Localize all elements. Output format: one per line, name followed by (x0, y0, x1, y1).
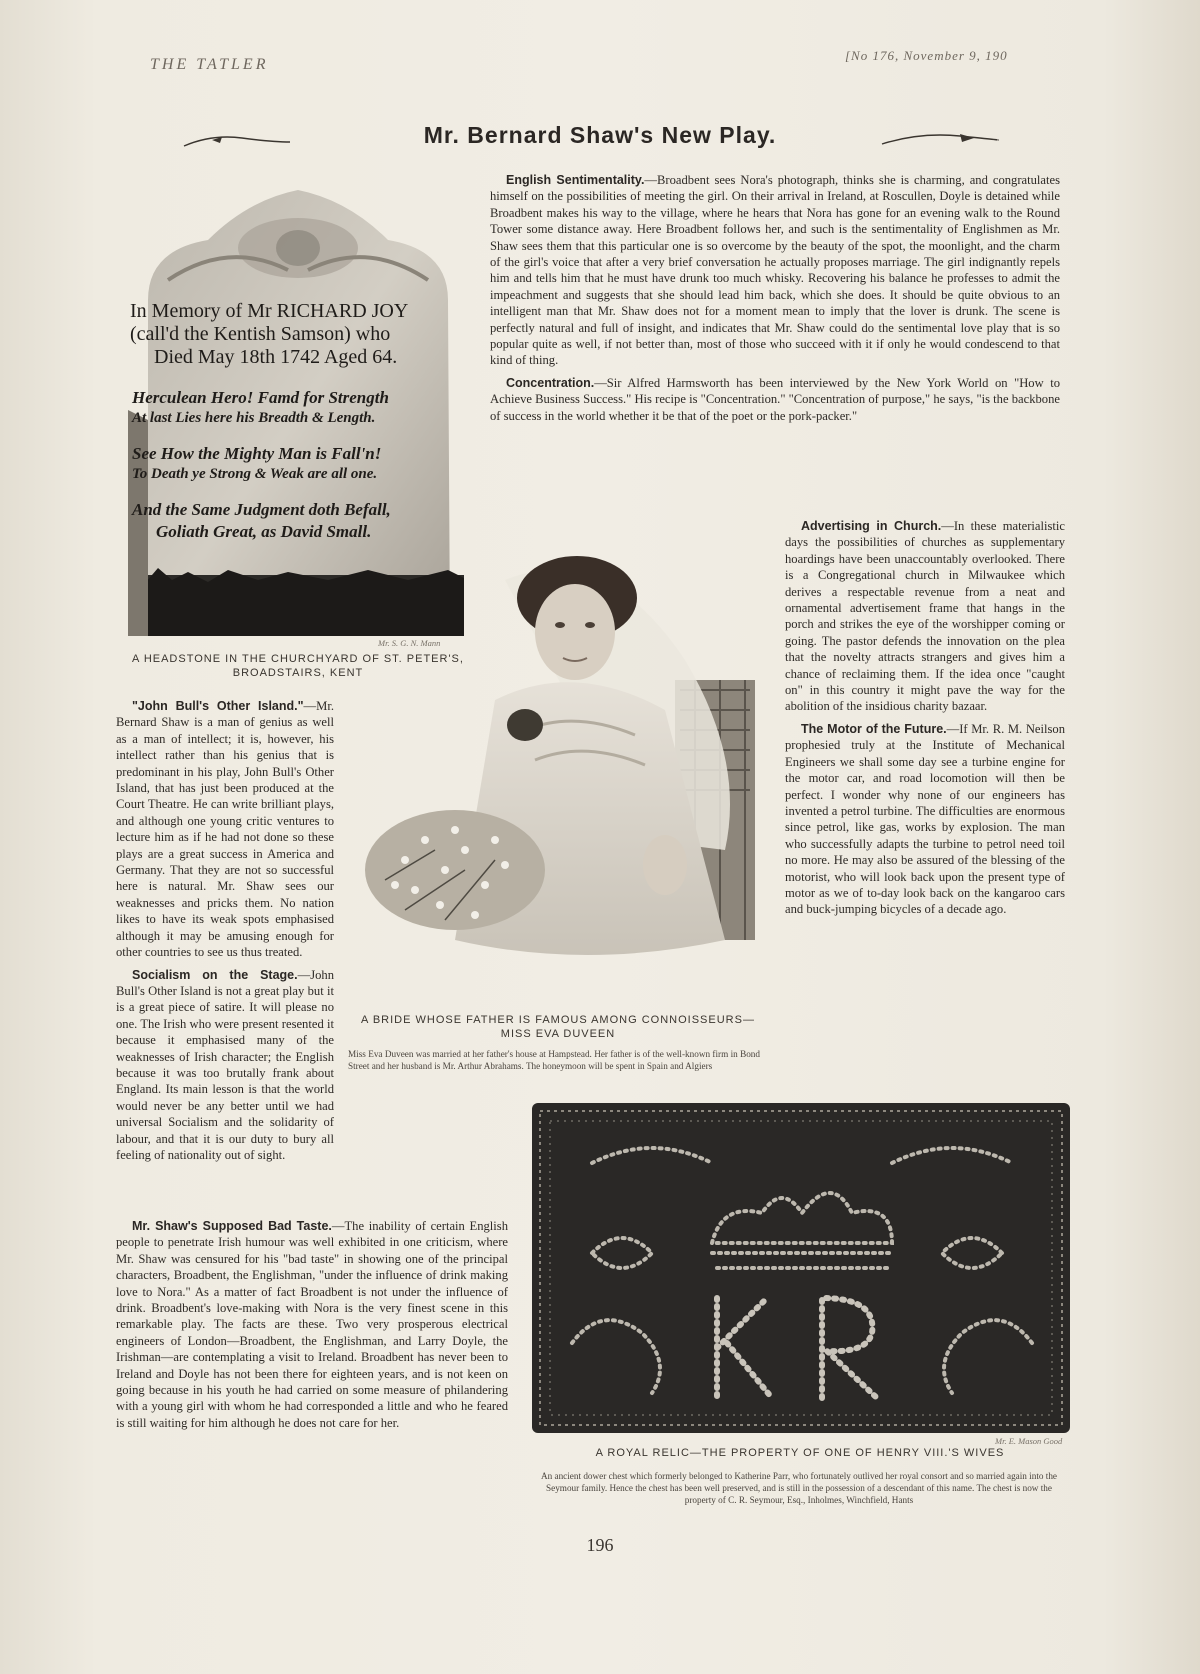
headstone-line-4: Herculean Hero! Famd for Strength (132, 388, 389, 407)
headstone-line-6: See How the Mighty Man is Fall'n! (132, 444, 382, 463)
chest-caption: A ROYAL RELIC—THE PROPERTY OF ONE OF HENRY VIII.'S WIVES (595, 1447, 1005, 1459)
lead-badtaste: Mr. Shaw's Supposed Bad Taste. (132, 1219, 332, 1233)
paragraph-johnbull (116, 698, 334, 961)
headstone-line-2: (call'd the Kentish Samson) who (130, 323, 391, 345)
article-column-top-right (490, 172, 1060, 430)
text-socialism: —John Bull's Other Island is not a great play but it is a great piece of satire. It will please no one. The Irish who were present resented it because it emphasised many of the weaknesses of Irish character; the English because it was too brutally frank about England. Its main lesson is that the world would never be any better until we had universal Socialism and the solidarity of labour, and that it is our duty to bury all feeling of nationality out of sight. (116, 967, 334, 1162)
headstone-line-8: And the Same Judgment doth Befall, (132, 500, 391, 519)
article-column-right (785, 518, 1065, 924)
paragraph-concentration (490, 375, 1060, 424)
bride-note: Miss Eva Duveen was married at her father's house at Hampstead. Her father is of the well-known firm in Bond Street and her husband is Mr. Arthur Abrahams. The honeymoon will be spent in Spain and Algiers (348, 1049, 760, 1071)
right-flourish-ornament (880, 130, 1000, 150)
chest-note: An ancient dower chest which formerly belonged to Katherine Parr, who fortunately outlived her royal consort and so married again into the Seymour family. Hence the chest has been well preserved, and is still in the possession of a descendant of this name. The chest is now the property of C. R. Seymour, Esq., Inholmes, Winchfield, Hants (540, 1471, 1057, 1505)
page-title: Mr. Bernard Shaw's New Play. (423, 122, 777, 148)
lead-sentimentality: English Sentimentality. (506, 173, 645, 187)
lead-motor: The Motor of the Future. (801, 721, 947, 736)
headstone-caption-line-1: A HEADSTONE IN THE CHURCHYARD OF ST. PETER'S, (132, 653, 464, 665)
headstone-caption-line-2: BROADSTAIRS, KENT (232, 667, 364, 679)
bride-caption (338, 1013, 778, 1041)
article-column-bottom-left (116, 1218, 508, 1437)
headstone-line-9: Goliath Great, as David Small. (156, 522, 372, 541)
headstone-line-3: Died May 18th 1742 Aged 64. (154, 346, 398, 368)
text-johnbull: —Mr. Bernard Shaw is a man of genius as well as a man of intellect; it is, however, his intellect rather than his genius that is predominant in his play, John Bull's Other Island, that has just been produced at the Court Theatre. He can write brilliant plays, and although one young critic ventures to lecture him as if he had not done so these plays are a great success in America and Germany. That they are not so successful here is natural. Mr. Shaw sees our weaknesses and pricks them. No nation likes to have its weak spots emphasised although it may be amusing enough for other countries to see us thus treated. (116, 699, 334, 960)
text-badtaste: —The inability of certain English people to penetrate Irish humour was well exhibited in one criticism, where Mr. Shaw was censured for his "bad taste" in showing one of the principal characters, Broadbent, the Englishman, "under the influence of drink making love to Nora." As a matter of fact Broadbent is not under the influence of drink. Broadbent's love-making with Nora is the very finest scene in this remarkable play. The facts are these. Two very prosperous electrical engineers of London—Broadbent, the Englishman, and Larry Doyle, the Irishman—are contemplating a visit to Ireland. Broadbent has never been to Ireland and Doyle has not been there for eighteen years, and is not keen on going because in his youth he had carried on some measure of philandering with a young girl with whom he had corresponded a little and who he feared is still waiting for him although he does not care for her. (116, 1219, 508, 1430)
running-head: THE TATLER (150, 56, 269, 73)
lead-socialism: Socialism on the Stage. (132, 967, 298, 982)
bride-caption-line-1: A BRIDE WHOSE FATHER IS FAMOUS AMONG CONNOISSEURS— (361, 1014, 755, 1026)
bride-photo (345, 540, 795, 970)
paragraph-motor (785, 721, 1065, 918)
lead-johnbull: "John Bull's Other Island." (132, 699, 304, 713)
headstone-line-5: At last Lies here his Breadth & Length. (132, 410, 376, 426)
headstone-line-7: To Death ye Strong & Weak are all one. (132, 466, 378, 482)
paragraph-badtaste (116, 1218, 508, 1431)
lead-advertising: Advertising in Church. (801, 519, 942, 533)
dower-chest-photo (532, 1103, 1070, 1433)
text-motor: —If Mr. R. M. Neilson prophesied truly at the Institute of Mechanical Engineers we shall some day see a turbine engine for the motor car, and road locomotion will then be perfect. I wonder why none of our engineers has invented a petrol turbine. The difficulties are enormous since petrol, like gas, works by explosion. The man who successfully adapts the turbine to petrol need toil no more. He may also be assured of the blessing of the motorist, who will look back upon the present type of motor as we of to-day look back on the kangaroo cars and buck-jumping bicycles of a decade ago. (785, 721, 1065, 917)
text-advertising: —In these materialistic days the possibilities of churches as supplementary hoardings have been unaccountably overlooked. There is a Congregational church in Milwaukee which derives a respectable revenue from a neat and ornamental advertisement frame that hangs in the porch and strikes the eye of the worshipper coming or going. The pastor defends the innovation on the plea that the novelty attracts strangers and gives him a chance of reclaiming them. If the idea once "caught on" in this country it might pave the way for the abolition of the insidious charity bazaar. (785, 519, 1065, 714)
page-number: 196 (586, 1535, 614, 1555)
lead-concentration: Concentration. (506, 375, 595, 390)
headstone-photo-credit: Mr. S. G. N. Mann (378, 638, 441, 648)
paragraph-socialism (116, 967, 334, 1164)
headstone-line-1: In Memory of Mr RICHARD JOY (130, 300, 409, 322)
chest-photo-credit: Mr. E. Mason Good (995, 1436, 1063, 1446)
paragraph-advertising (785, 518, 1065, 715)
text-sentimentality: —Broadbent sees Nora's photograph, thinks she is charming, and congratulates himself on the possibilities of meeting the girl. On their arrival in Ireland, at Roscullen, Doyle is detained while Broadbent makes his way to the village, where he hears that Nora has gone for an evening walk to the Round Tower some distance away. Here Broadbent follows her, and such is the sentimentality of Englishmen as Mr. Shaw sees them that this particular one is so overcome by the beauty of the spot, the moonlight, and the charm of the girl's voice that after a very brief conversation he actually proposes marriage. The girl indignantly repels him and tells him that he must have drunk too much whisky. Recovering his balance he professes to admit the impeachment and suggests that she should lead him back, which she does. It should be quite obvious to an intelligent man that Mr. Shaw does not for a moment mean to imply that the lover is drunk. The scene is perfectly natural and full of insight, and indicates that Mr. Shaw could do the sentimental love play that is so popular quite as well, if not better than, most of those who succeed with it if only he would condescend to that kind of thing. (490, 173, 1060, 368)
text-concentration: —Sir Alfred Harmsworth has been interviewed by the New York World on "How to Achieve Business Success." His recipe is "Concentration." "Concentration of purpose," he says, "is the backbone of success in the world whether it be that of the poet or the pork-packer." (490, 375, 1060, 423)
issue-number: [No 176, November 9, 190 (845, 48, 1008, 63)
bride-caption-line-2: MISS EVA DUVEEN (500, 1028, 616, 1040)
article-column-left (116, 698, 334, 1169)
paragraph-sentimentality (490, 172, 1060, 369)
